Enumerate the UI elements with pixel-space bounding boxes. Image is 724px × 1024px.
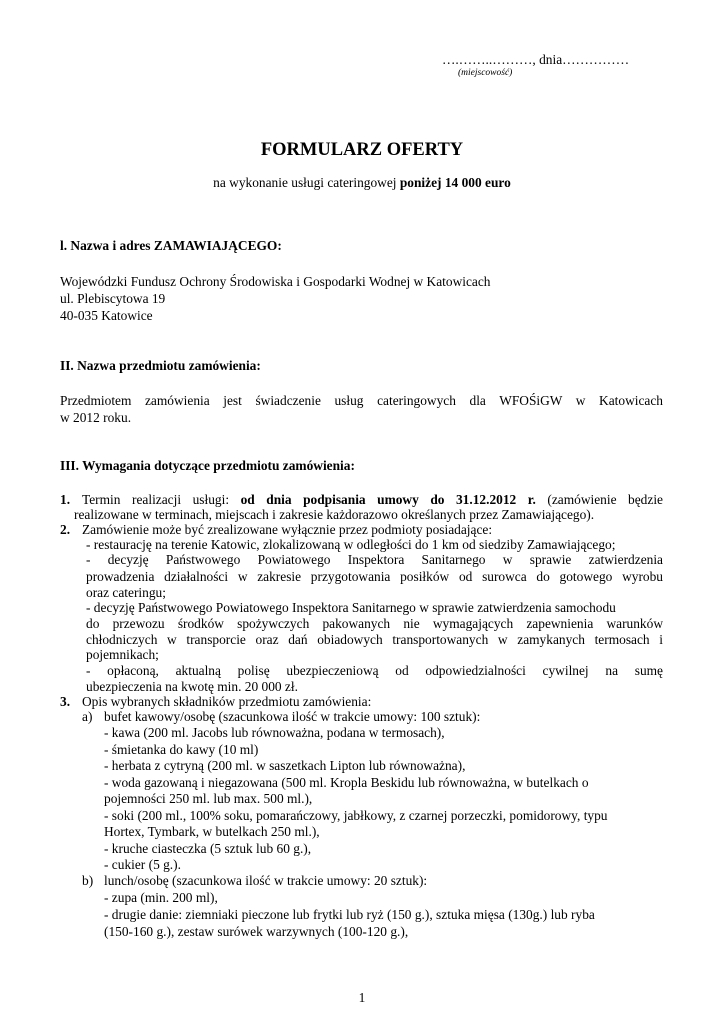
item3-a-line: - woda gazowaną i niegazowana (500 ml. Kropla Beskidu lub równoważna, w butelkach o [104, 775, 589, 790]
item1-text: (zamówienie będzie [535, 492, 663, 507]
item1-text: Termin realizacji usługi: [82, 492, 241, 507]
item3-b-line: - drugie danie: ziemniaki pieczone lub frytki lub ryż (150 g.), sztuka mięsa (130g.) lub ryba [104, 907, 595, 922]
document-subtitle [0, 175, 724, 191]
section1-heading: l. Nazwa i adres ZAMAWIAJĄCEGO: [60, 238, 282, 253]
item2-line: oraz cateringu; [86, 585, 166, 600]
item2-line: - decyzję Państwowego Powiatowego Inspektora Sanitarnego w sprawie zatwierdzenia [86, 552, 663, 567]
item3-a-line: - herbata z cytryną (200 ml. w saszetkach Lipton lub równoważna), [104, 758, 466, 773]
item3-b-label: b) [82, 873, 94, 888]
subtitle-text: na wykonanie usługi cateringowej [213, 175, 400, 190]
item3-a-line: - kawa (200 ml. Jacobs lub równoważna, podana w termosach), [104, 725, 445, 740]
section1-line: ul. Plebiscytowa 19 [60, 291, 166, 306]
item3-line: Opis wybranych składników przedmiotu zamówienia: [82, 694, 372, 709]
item3-a-line: - soki (200 ml., 100% soku, pomarańczowy, jabłkowy, z czarnej porzeczki, pomidorowy, typu [104, 808, 608, 823]
section2-line: w 2012 roku. [60, 410, 132, 425]
section3-heading: III. Wymagania dotyczące przedmiotu zamówienia: [60, 458, 355, 473]
item3-a-line: - kruche ciasteczka (5 sztuk lub 60 g.), [104, 841, 312, 856]
item2-line: Zamówienie może być zrealizowane wyłącznie przez podmioty posiadające: [82, 522, 493, 537]
page-number: 1 [358, 990, 366, 1005]
item2-line: prowadzenia działalności w zakresie przygotowania posiłków od surowca do gotowego wyrobu [86, 569, 663, 584]
item-number: 2. [60, 522, 71, 537]
item2-line: pojemnikach; [86, 647, 159, 662]
section1-line: Wojewódzki Fundusz Ochrony Środowiska i Gospodarki Wodnej w Katowicach [60, 274, 491, 289]
subtitle-bold: poniżej 14 000 euro [399, 175, 511, 190]
item3-b-line: (150-160 g.), zestaw surówek warzywnych (100-120 g.), [104, 924, 409, 939]
item3-b-line: - zupa (min. 200 ml), [104, 890, 218, 905]
item3-b-heading: lunch/osobę (szacunkowa ilość w trakcie umowy: 20 sztuk): [104, 873, 428, 888]
item1-line2: realizowane w terminach, miejscach i zakresie każdorazowo określanych przez Zamawiającego). [74, 507, 595, 522]
item-number: 1. [60, 492, 71, 507]
item-number: 3. [60, 694, 71, 709]
item3-a-line: - śmietanka do kawy (10 ml) [104, 742, 259, 757]
section2-heading: II. Nazwa przedmiotu zamówienia: [60, 358, 261, 373]
item2-line: ubezpieczenia na kwotę min. 20 000 zł. [86, 679, 298, 694]
section2-line: Przedmiotem zamówienia jest świadczenie usług cateringowych dla WFOŚiGW w Katowicach [60, 393, 663, 408]
item3-a-line: pojemności 250 ml. lub max. 500 ml.), [104, 791, 313, 806]
document-title: FORMULARZ OFERTY [260, 140, 464, 160]
section1-line: 40-035 Katowice [60, 308, 153, 323]
item2-line: do przewozu środków spożywczych pakowanych nie wymagających zapewnienia warunków [86, 616, 663, 631]
place-hint: (miejscowość) [458, 68, 513, 78]
item3-a-heading: bufet kawowy/osobę (szacunkowa ilość w trakcie umowy: 100 sztuk): [104, 709, 481, 724]
place-date-line: ….……..………, dnia…………… [442, 52, 630, 67]
item3-a-line: Hortex, Tymbark, w butelkach 250 ml.), [104, 824, 320, 839]
item2-line: - decyzję Państwowego Powiatowego Inspektora Sanitarnego w sprawie zatwierdzenia samochodu [86, 600, 616, 615]
item3-a-label: a) [82, 709, 93, 724]
item1-bold: od dnia podpisania umowy do 31.12.2012 r. [240, 492, 536, 507]
item2-line: - restaurację na terenie Katowic, zlokalizowaną w odległości do 1 km od siedziby Zamawiającego; [86, 537, 616, 552]
item2-line: - opłaconą, aktualną polisę ubezpieczeniową od odpowiedzialności cywilnej na sumę [86, 663, 663, 678]
item3-a-line: - cukier (5 g.). [104, 857, 181, 872]
item2-line: chłodniczych w transporcie oraz dań obiadowych transportowanych w zamykanych termosach i [86, 632, 663, 647]
